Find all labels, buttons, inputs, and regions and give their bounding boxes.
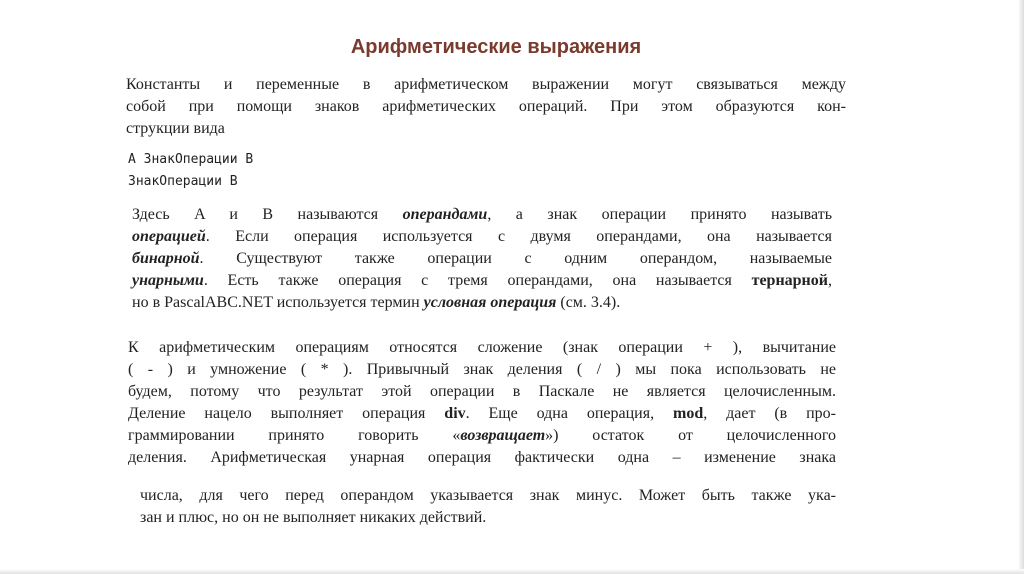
text-run: , bbox=[828, 272, 832, 289]
text-run: но в PascalABC.NET используется термин bbox=[132, 294, 424, 311]
text-run: . Есть также операция с тремя операндами, она называется bbox=[203, 272, 752, 289]
text-run: , дает (в про- bbox=[703, 405, 836, 422]
operands-line-1 bbox=[132, 204, 832, 226]
term-operation: операцией bbox=[132, 228, 206, 245]
arith-line-5 bbox=[128, 425, 836, 447]
slide-bottom-shadow bbox=[0, 569, 1024, 574]
operands-paragraph bbox=[132, 204, 832, 314]
code-line-unary: ЗнакОперации B bbox=[128, 174, 238, 189]
operands-line-5 bbox=[132, 292, 832, 314]
arith-line-3: будем, потому что результат этой операции в Паскале не является целочисленным. bbox=[128, 383, 836, 400]
term-mod: mod bbox=[672, 405, 704, 422]
term-operands: операндами bbox=[402, 206, 488, 223]
text-run: , а знак операции принято называть bbox=[487, 206, 832, 223]
arith-line-6: деления. Арифметическая унарная операция фактически одна – изменение знака bbox=[128, 449, 836, 466]
text-run: граммировании принято говорить « bbox=[128, 427, 461, 444]
minus-line-1: числа, для чего перед операндом указывается знак минус. Может быть также ука- bbox=[140, 487, 836, 504]
term-conditional-operation: условная операция bbox=[423, 294, 557, 311]
arith-line-4 bbox=[128, 403, 836, 425]
intro-line-2: собой при помощи знаков арифметических операций. При этом образуются кон- bbox=[126, 98, 846, 115]
operands-line-2 bbox=[132, 226, 832, 248]
arithmetic-paragraph bbox=[128, 337, 836, 469]
text-run: Здесь A и B называются bbox=[132, 206, 403, 223]
text-run: . Существуют также операции с одним операндом, называемые bbox=[199, 250, 832, 267]
text-run: (см. 3.4). bbox=[556, 294, 621, 311]
text-run: Деление нацело выполняет операция bbox=[128, 405, 445, 422]
term-unary: унарными bbox=[132, 272, 204, 289]
term-binary: бинарной bbox=[132, 250, 200, 267]
text-run: ») остаток от целочисленного bbox=[545, 427, 836, 444]
intro-line-1: Константы и переменные в арифметическом выражении могут связываться между bbox=[126, 76, 846, 93]
operands-line-4 bbox=[132, 270, 832, 292]
slide-edge-shadow bbox=[1018, 0, 1024, 574]
term-ternary: тернарной bbox=[751, 272, 828, 289]
term-div: div bbox=[444, 405, 466, 422]
intro-paragraph bbox=[126, 74, 846, 140]
term-returns: возвращает bbox=[460, 427, 546, 444]
arith-line-1: К арифметическим операциям относятся сложение (знак операции + ), вычитание bbox=[128, 339, 836, 356]
intro-line-3: струкции вида bbox=[126, 120, 225, 137]
minus-line-2: зан и плюс, но он не выполняет никаких действий. bbox=[140, 509, 487, 526]
code-line-binary: A ЗнакОперации B bbox=[128, 152, 254, 167]
minus-paragraph bbox=[140, 485, 836, 529]
slide-title: Арифметические выражения bbox=[350, 36, 642, 58]
operands-line-3 bbox=[132, 248, 832, 270]
text-run: . Еще одна операция, bbox=[465, 405, 673, 422]
arith-line-2: ( - ) и умножение ( * ). Привычный знак деления ( / ) мы пока использовать не bbox=[128, 361, 836, 378]
text-run: . Если операция используется с двумя операндами, она называется bbox=[205, 228, 832, 245]
